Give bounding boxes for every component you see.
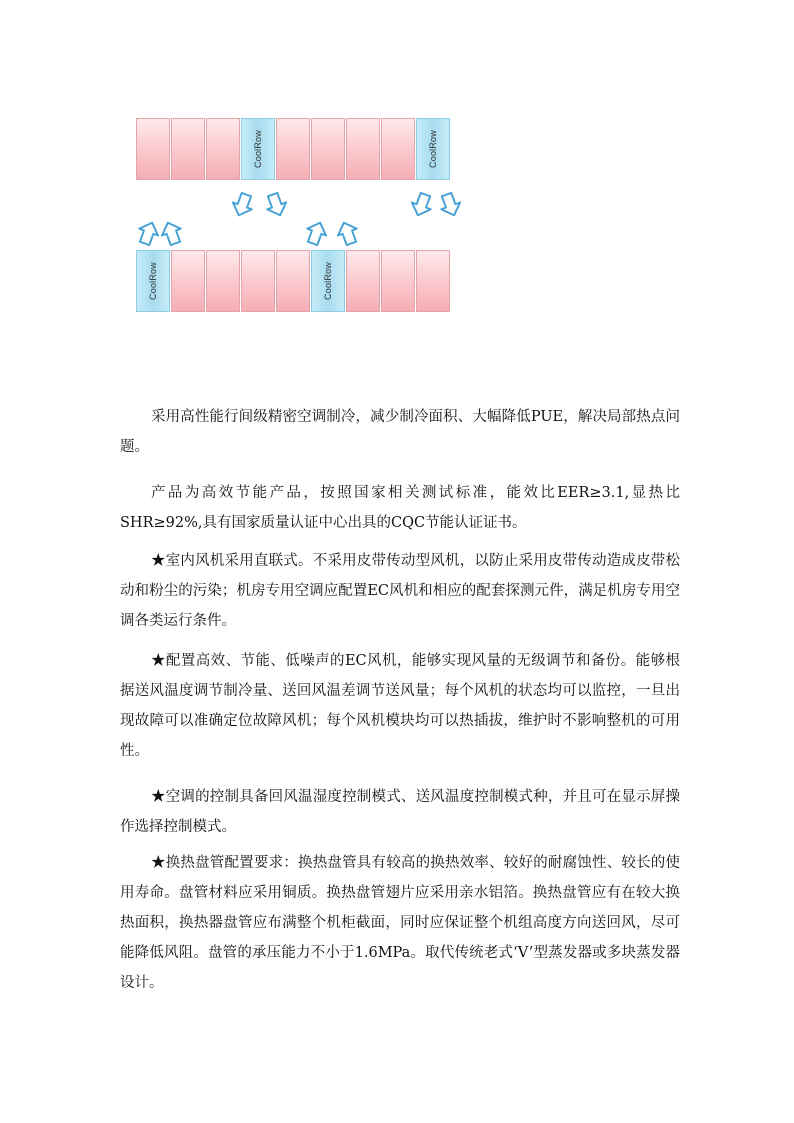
server-rack (276, 250, 310, 312)
paragraph-indoor-fan: ★室内风机采用直联式。不采用皮带传动型风机，以防止采用皮带传动造成皮带松动和粉尘的污染；机房专用空调应配置EC风机和相应的配套探测元件，满足机房专用空调各类运行条件。 (120, 553, 680, 629)
airflow-down-arrow-icon (437, 191, 461, 219)
server-rack (416, 250, 450, 312)
coolrow-layout-diagram (136, 118, 461, 318)
server-rack (346, 250, 380, 312)
coolrow-label: CoolRow (323, 262, 333, 300)
server-rack (136, 118, 170, 180)
airflow-up-arrow-icon (158, 219, 184, 247)
paragraph-energy-efficiency: 产品为高效节能产品，按照国家相关测试标准，能效比EER≥3.1,显热比SHR≥92%,具有国家质量认证中心出具的CQC节能认证证书。 (120, 485, 680, 531)
coolrow-label: CoolRow (253, 130, 263, 168)
coolrow-label: CoolRow (148, 262, 158, 300)
server-rack (346, 118, 380, 180)
server-rack (171, 118, 205, 180)
paragraph-control-modes: ★空调的控制具备回风温湿度控制模式、送风温度控制模式种，并且可在显示屏操作选择控制模式。 (120, 789, 680, 835)
airflow-arrows (136, 182, 461, 250)
airflow-up-arrow-icon (334, 219, 360, 247)
paragraph-high-performance-cooling: 采用高性能行间级精密空调制冷，减少制冷面积、大幅降低PUE，解决局部热点问题。 (120, 409, 680, 455)
airflow-down-arrow-icon (229, 191, 255, 219)
server-rack (381, 250, 415, 312)
server-rack (171, 250, 205, 312)
top-rack-row (136, 118, 451, 182)
coolrow-unit (241, 118, 275, 180)
paragraph-ec-fan: ★配置高效、节能、低噪声的EC风机，能够实现风量的无级调节和备份。能够根据送风温度调节制冷量、送回风温差调节送风量；每个风机的状态均可以监控，一旦出现故障可以准确定位故障风机；每个风机模块均可以热插拔，维护时不影响整机的可用性。 (120, 653, 680, 759)
coolrow-unit (311, 250, 345, 312)
coolrow-label: CoolRow (428, 130, 438, 168)
server-rack (276, 118, 310, 180)
server-rack (241, 250, 275, 312)
airflow-up-arrow-icon (303, 219, 329, 247)
paragraph-heat-exchange-coil: ★换热盘管配置要求：换热盘管具有较高的换热效率、较好的耐腐蚀性、较长的使用寿命。盘管材料应采用铜质。换热盘管翅片应采用亲水铝箔。换热盘管应有在较大换热面积，换热器盘管应布满整个机柜截面，同时应保证整个机组高度方向送回风，尽可能降低风阻。盘管的承压能力不小于1.6MPa。取代传统老式‘V’型蒸发器或多块蒸发器设计。 (120, 855, 680, 991)
airflow-down-arrow-icon (408, 191, 434, 219)
server-rack (311, 118, 345, 180)
server-rack (206, 250, 240, 312)
coolrow-unit (136, 250, 170, 312)
server-rack (381, 118, 415, 180)
airflow-down-arrow-icon (263, 191, 289, 219)
coolrow-unit (416, 118, 450, 180)
server-rack (206, 118, 240, 180)
bottom-rack-row (136, 250, 451, 314)
airflow-up-arrow-icon (136, 219, 162, 247)
